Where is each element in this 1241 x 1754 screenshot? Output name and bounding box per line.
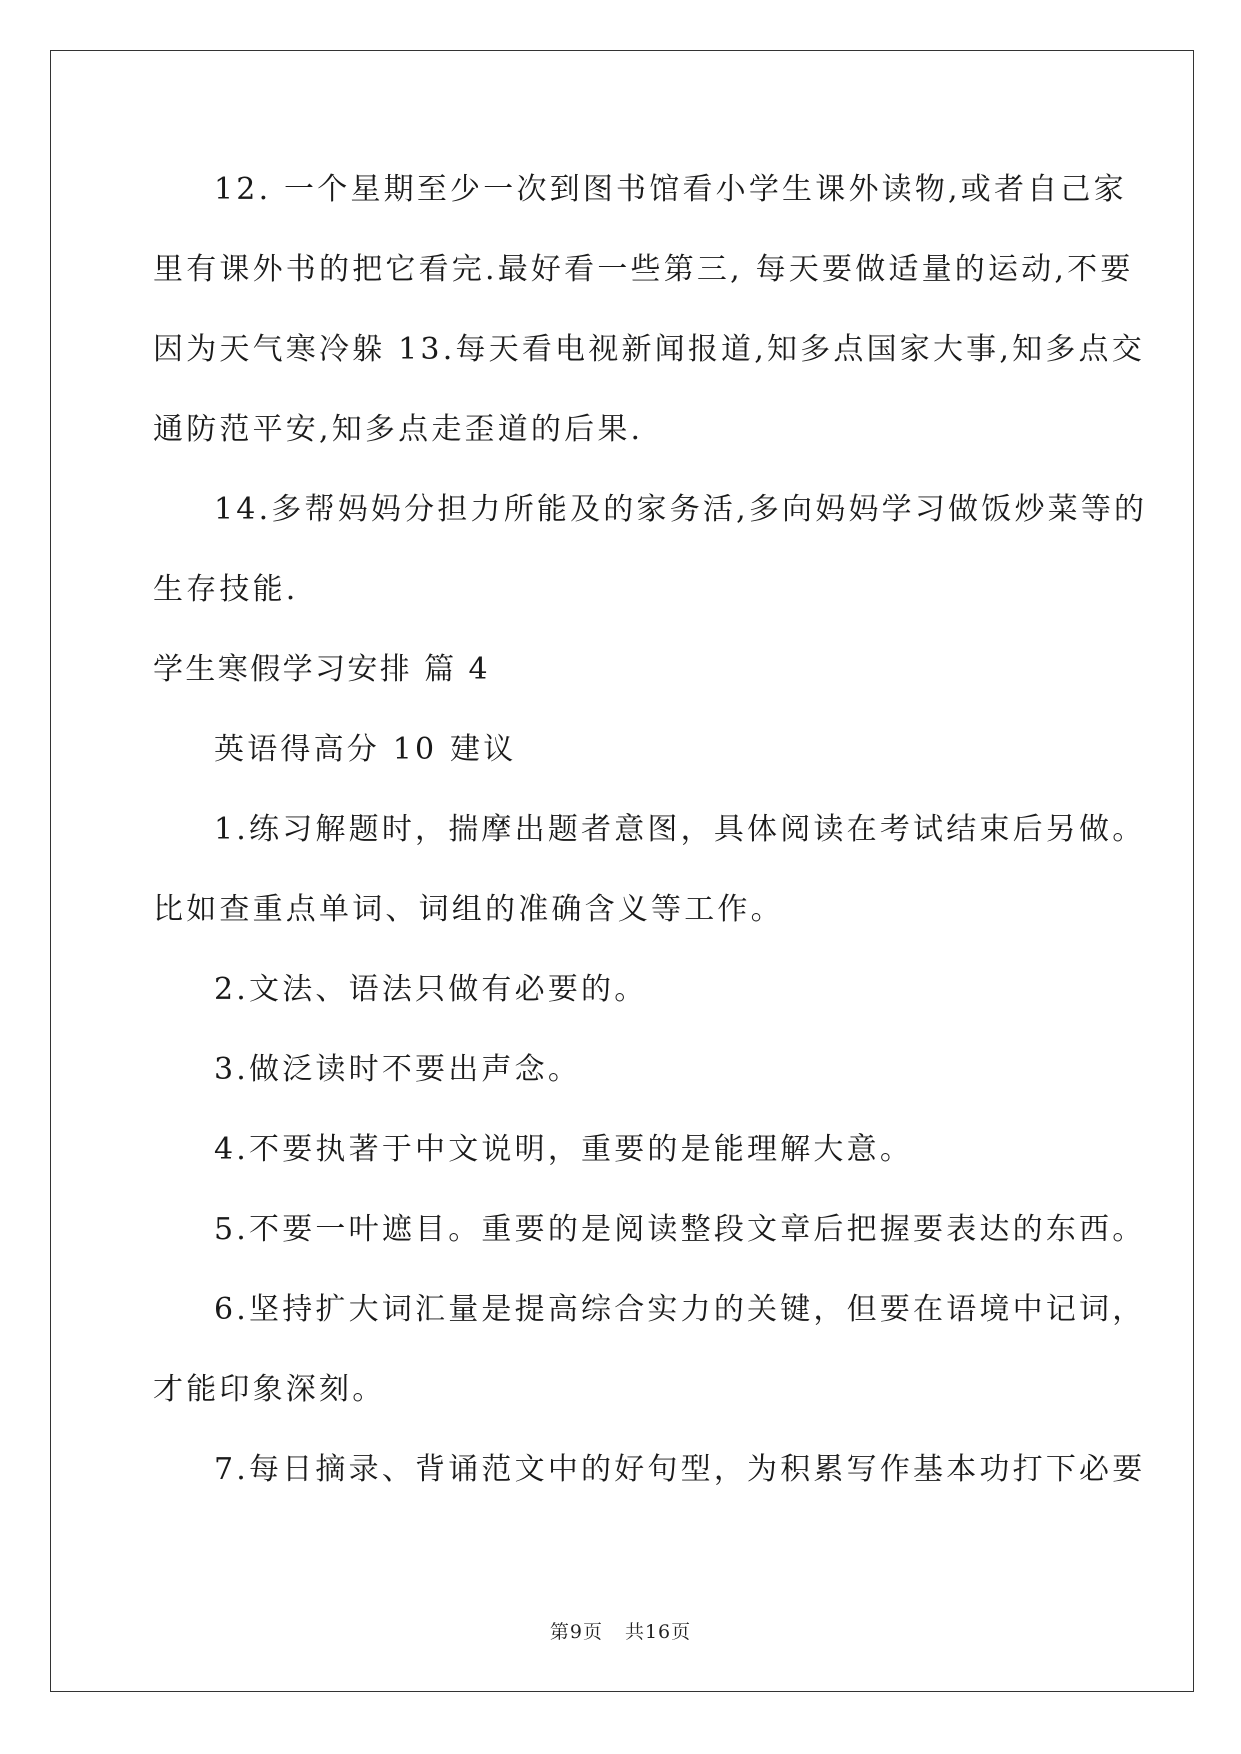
section-heading: 学生寒假学习安排 篇 4 — [153, 652, 490, 687]
paragraph-line: 7.每日摘录、背诵范文中的好句型，为积累写作基本功打下必要 — [214, 1452, 1146, 1487]
paragraph-line: 通防范平安,知多点走歪道的后果. — [153, 412, 644, 447]
paragraph-line: 5.不要一叶遮目。重要的是阅读整段文章后把握要表达的东西。 — [214, 1212, 1146, 1247]
paragraph-line: 14.多帮妈妈分担力所能及的家务活,多向妈妈学习做饭炒菜等的 — [214, 492, 1148, 527]
page-footer — [0, 1620, 1241, 1644]
paragraph-line: 2.文法、语法只做有必要的。 — [214, 972, 648, 1007]
page-current: 第9页 — [549, 1621, 603, 1643]
paragraph-line: 4.不要执著于中文说明，重要的是能理解大意。 — [214, 1132, 914, 1167]
paragraph-line: 里有课外书的把它看完.最好看一些第三, 每天要做适量的运动,不要 — [153, 252, 1134, 287]
paragraph-line: 生存技能. — [153, 572, 299, 607]
paragraph-line: 3.做泛读时不要出声念。 — [214, 1052, 582, 1087]
paragraph-line: 6.坚持扩大词汇量是提高综合实力的关键，但要在语境中记词， — [214, 1292, 1146, 1327]
paragraph-line: 1.练习解题时，揣摩出题者意图，具体阅读在考试结束后另做。 — [214, 812, 1146, 847]
page-total: 共16页 — [624, 1621, 692, 1643]
paragraph-line: 12. 一个星期至少一次到图书馆看小学生课外读物,或者自己家 — [214, 172, 1127, 207]
paragraph-line: 才能印象深刻。 — [153, 1372, 386, 1407]
paragraph-line: 英语得高分 10 建议 — [214, 732, 517, 767]
page-border — [50, 50, 1194, 1692]
paragraph-line: 比如查重点单词、词组的准确含义等工作。 — [153, 892, 784, 927]
paragraph-line: 因为天气寒冷躲 13.每天看电视新闻报道,知多点国家大事,知多点交 — [153, 332, 1145, 367]
